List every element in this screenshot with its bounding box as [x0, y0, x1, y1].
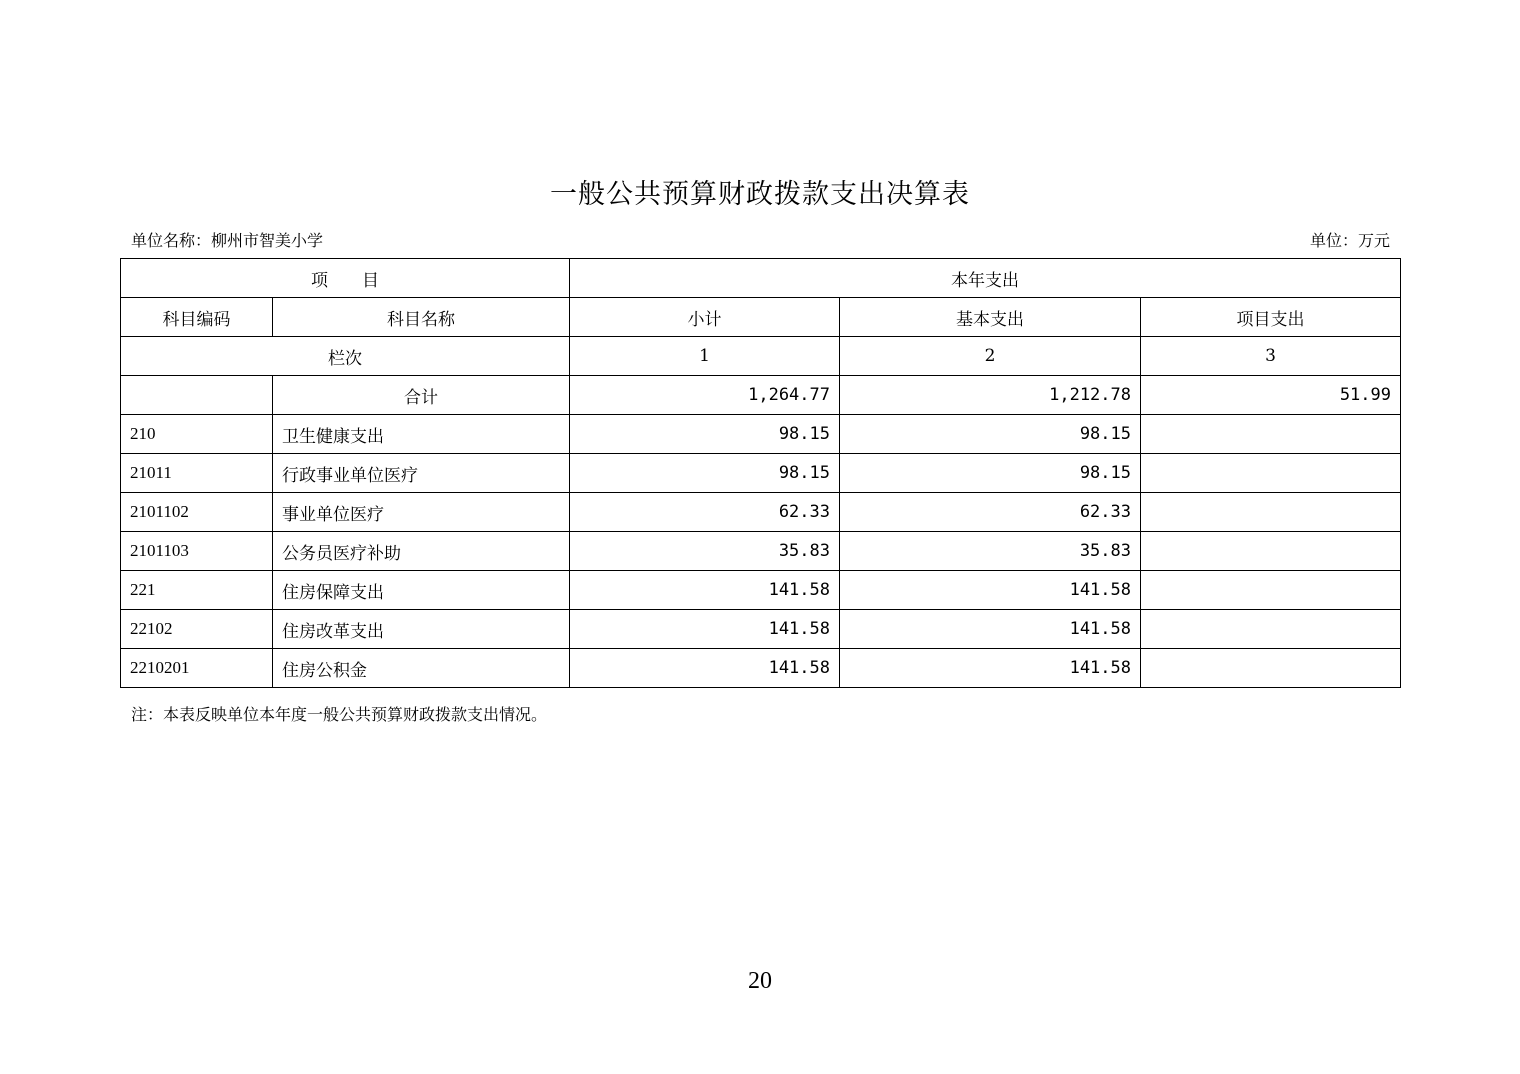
row-subtotal: 35.83	[570, 532, 840, 571]
row-project	[1141, 571, 1401, 610]
row-code: 221	[121, 571, 273, 610]
total-code	[121, 376, 273, 415]
row-project	[1141, 610, 1401, 649]
page-number: 20	[748, 968, 772, 994]
row-subtotal: 141.58	[570, 571, 840, 610]
row-name: 公务员医疗补助	[273, 532, 570, 571]
row-basic: 98.15	[840, 415, 1141, 454]
table-note: 注：本表反映单位本年度一般公共预算财政拨款支出情况。	[131, 705, 548, 724]
table-row	[121, 493, 1401, 532]
row-basic: 35.83	[840, 532, 1141, 571]
table-row	[121, 454, 1401, 493]
row-subtotal: 141.58	[570, 610, 840, 649]
row-subtotal: 98.15	[570, 454, 840, 493]
row-code: 2101103	[121, 532, 273, 571]
currency-unit: 单位：万元	[1309, 231, 1390, 250]
total-subtotal: 1,264.77	[570, 376, 840, 415]
table-row	[121, 415, 1401, 454]
header-project: 项目支出	[1141, 298, 1401, 337]
table-row	[121, 532, 1401, 571]
row-name: 住房公积金	[273, 649, 570, 688]
header-subtotal: 小计	[570, 298, 840, 337]
row-subtotal: 98.15	[570, 415, 840, 454]
row-name: 行政事业单位医疗	[273, 454, 570, 493]
row-basic: 141.58	[840, 649, 1141, 688]
header-code: 科目编码	[121, 298, 273, 337]
header-item: 项 目	[121, 259, 570, 298]
total-label: 合计	[273, 376, 570, 415]
unit-name: 单位名称：柳州市智美小学	[131, 231, 324, 250]
row-name: 卫生健康支出	[273, 415, 570, 454]
row-name: 住房改革支出	[273, 610, 570, 649]
column-index-label: 栏次	[121, 337, 570, 376]
row-basic: 141.58	[840, 610, 1141, 649]
row-code: 2210201	[121, 649, 273, 688]
row-name: 事业单位医疗	[273, 493, 570, 532]
row-project	[1141, 649, 1401, 688]
header-name: 科目名称	[273, 298, 570, 337]
total-basic: 1,212.78	[840, 376, 1141, 415]
expenditure-table	[120, 258, 1401, 688]
row-name: 住房保障支出	[273, 571, 570, 610]
row-code: 2101102	[121, 493, 273, 532]
table-row	[121, 610, 1401, 649]
row-code: 22102	[121, 610, 273, 649]
row-code: 210	[121, 415, 273, 454]
column-index-row	[121, 337, 1401, 376]
row-subtotal: 62.33	[570, 493, 840, 532]
row-basic: 98.15	[840, 454, 1141, 493]
header-row-1	[121, 259, 1401, 298]
row-project	[1141, 415, 1401, 454]
table-row	[121, 571, 1401, 610]
row-subtotal: 141.58	[570, 649, 840, 688]
column-index-3: 3	[1141, 337, 1401, 376]
row-basic: 62.33	[840, 493, 1141, 532]
row-project	[1141, 454, 1401, 493]
column-index-2: 2	[840, 337, 1141, 376]
row-code: 21011	[121, 454, 273, 493]
row-basic: 141.58	[840, 571, 1141, 610]
table-row	[121, 649, 1401, 688]
header-row-2	[121, 298, 1401, 337]
row-project	[1141, 493, 1401, 532]
column-index-1: 1	[570, 337, 840, 376]
total-project: 51.99	[1141, 376, 1401, 415]
row-project	[1141, 532, 1401, 571]
header-current-year: 本年支出	[570, 259, 1401, 298]
header-basic: 基本支出	[840, 298, 1141, 337]
total-row	[121, 376, 1401, 415]
page-title: 一般公共预算财政拨款支出决算表	[550, 179, 970, 210]
